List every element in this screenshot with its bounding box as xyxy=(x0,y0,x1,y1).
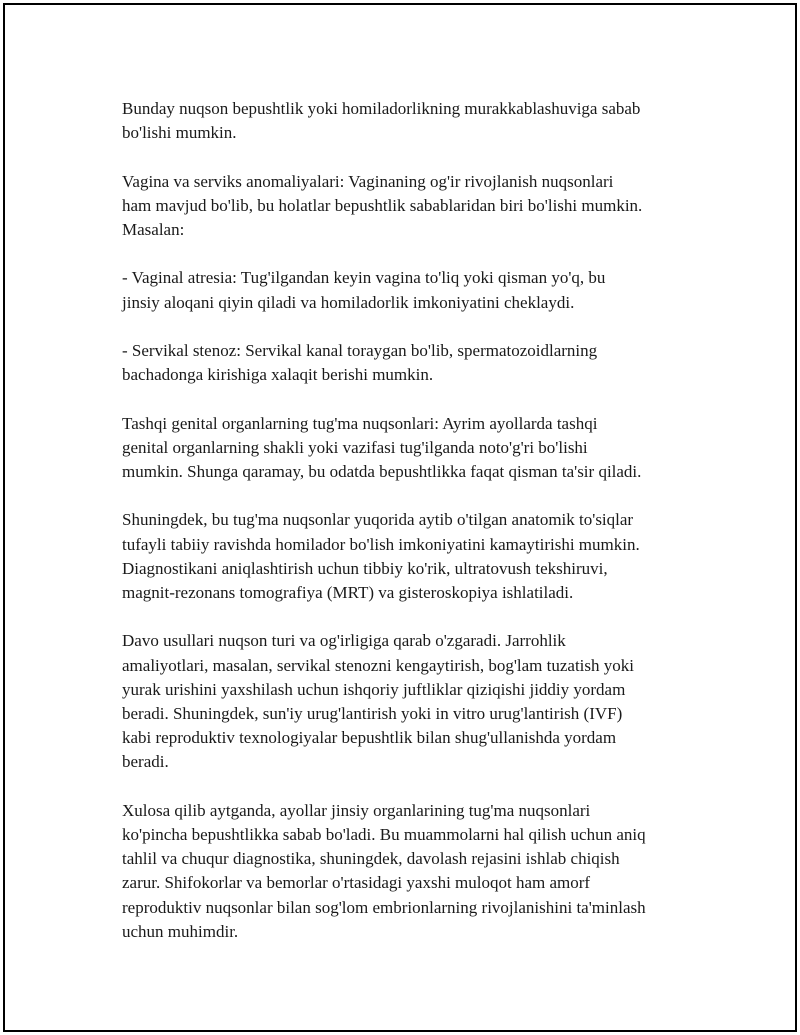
paragraph-line: Davo usullari nuqson turi va og'irligiga qarab o'zgaradi. Jarrohlik xyxy=(122,631,566,651)
paragraph xyxy=(122,97,722,145)
paragraph-line: mumkin. Shunga qaramay, bu odatda bepushtlikka faqat qisman ta'sir qiladi. xyxy=(122,461,642,481)
paragraph xyxy=(122,629,722,774)
paragraph-line: Shuningdek, bu tug'ma nuqsonlar yuqorida aytib o'tilgan anatomik to'siqlar xyxy=(122,510,634,530)
paragraph-line: - Servikal stenoz: Servikal kanal toraygan bo'lib, spermatozoidlarning xyxy=(122,340,598,360)
document-body xyxy=(122,97,722,968)
paragraph-line: tufayli tabiiy ravishda homilador bo'lish imkoniyatini kamaytirishi mumkin. xyxy=(122,534,640,554)
paragraph-line: ko'pincha bepushtlikka sabab bo'ladi. Bu muammolarni hal qilish uchun aniq xyxy=(122,824,646,844)
page-border xyxy=(3,3,797,1032)
paragraph xyxy=(122,412,722,485)
paragraph-line: ham mavjud bo'lib, bu holatlar bepushtlik sabablaridan biri bo'lishi mumkin. xyxy=(122,195,643,215)
paragraph-line: amaliyotlari, masalan, servikal stenozni kengaytirish, bog'lam tuzatish yoki xyxy=(122,655,634,675)
paragraph-line: yurak urishini yaxshilash uchun ishqoriy juftliklar qiziqishi jiddiy yordam xyxy=(122,679,626,699)
paragraph xyxy=(122,170,722,243)
paragraph xyxy=(122,266,722,314)
paragraph-line: Vagina va serviks anomaliyalari: Vaginaning og'ir rivojlanish nuqsonlari xyxy=(122,171,614,191)
paragraph-line: genital organlarning shakli yoki vazifasi tug'ilganda noto'g'ri bo'lishi xyxy=(122,437,588,457)
paragraph-line: beradi. xyxy=(122,752,169,772)
paragraph xyxy=(122,508,722,605)
paragraph-line: zarur. Shifokorlar va bemorlar o'rtasidagi yaxshi muloqot ham amorf xyxy=(122,873,591,893)
paragraph-line: Xulosa qilib aytganda, ayollar jinsiy organlarining tug'ma nuqsonlari xyxy=(122,800,591,820)
paragraph xyxy=(122,799,722,944)
paragraph-line: kabi reproduktiv texnologiyalar bepushtlik bilan shug'ullanishda yordam xyxy=(122,728,617,748)
paragraph-line: Bunday nuqson bepushtlik yoki homiladorlikning murakkablashuviga sabab xyxy=(122,99,641,118)
paragraph-line: reproduktiv nuqsonlar bilan sog'lom embrionlarning rivojlanishini ta'minlash xyxy=(122,897,646,917)
paragraph-line: uchun muhimdir. xyxy=(122,921,239,941)
paragraph-line: Diagnostikani aniqlashtirish uchun tibbiy ko'rik, ultratovush tekshiruvi, xyxy=(122,558,608,578)
paragraph-line: Tashqi genital organlarning tug'ma nuqsonlari: Ayrim ayollarda tashqi xyxy=(122,413,598,433)
paragraph-line: bo'lishi mumkin. xyxy=(122,123,237,143)
paragraph-line: beradi. Shuningdek, sun'iy urug'lantirish yoki in vitro urug'lantirish (IVF) xyxy=(122,703,623,723)
paragraph-line: bachadonga kirishiga xalaqit berishi mumkin. xyxy=(122,365,434,385)
paragraph-line: magnit-rezonans tomografiya (MRT) va gisteroskopiya ishlatiladi. xyxy=(122,582,574,602)
paragraph-line: Masalan: xyxy=(122,220,185,239)
paragraph-line: tahlil va chuqur diagnostika, shuningdek, davolash rejasini ishlab chiqish xyxy=(122,849,620,869)
paragraph-line: - Vaginal atresia: Tug'ilgandan keyin vagina to'liq yoki qisman yo'q, bu xyxy=(122,268,606,288)
paragraph-line: jinsiy aloqani qiyin qiladi va homiladorlik imkoniyatini cheklaydi. xyxy=(122,292,575,312)
paragraph xyxy=(122,339,722,387)
